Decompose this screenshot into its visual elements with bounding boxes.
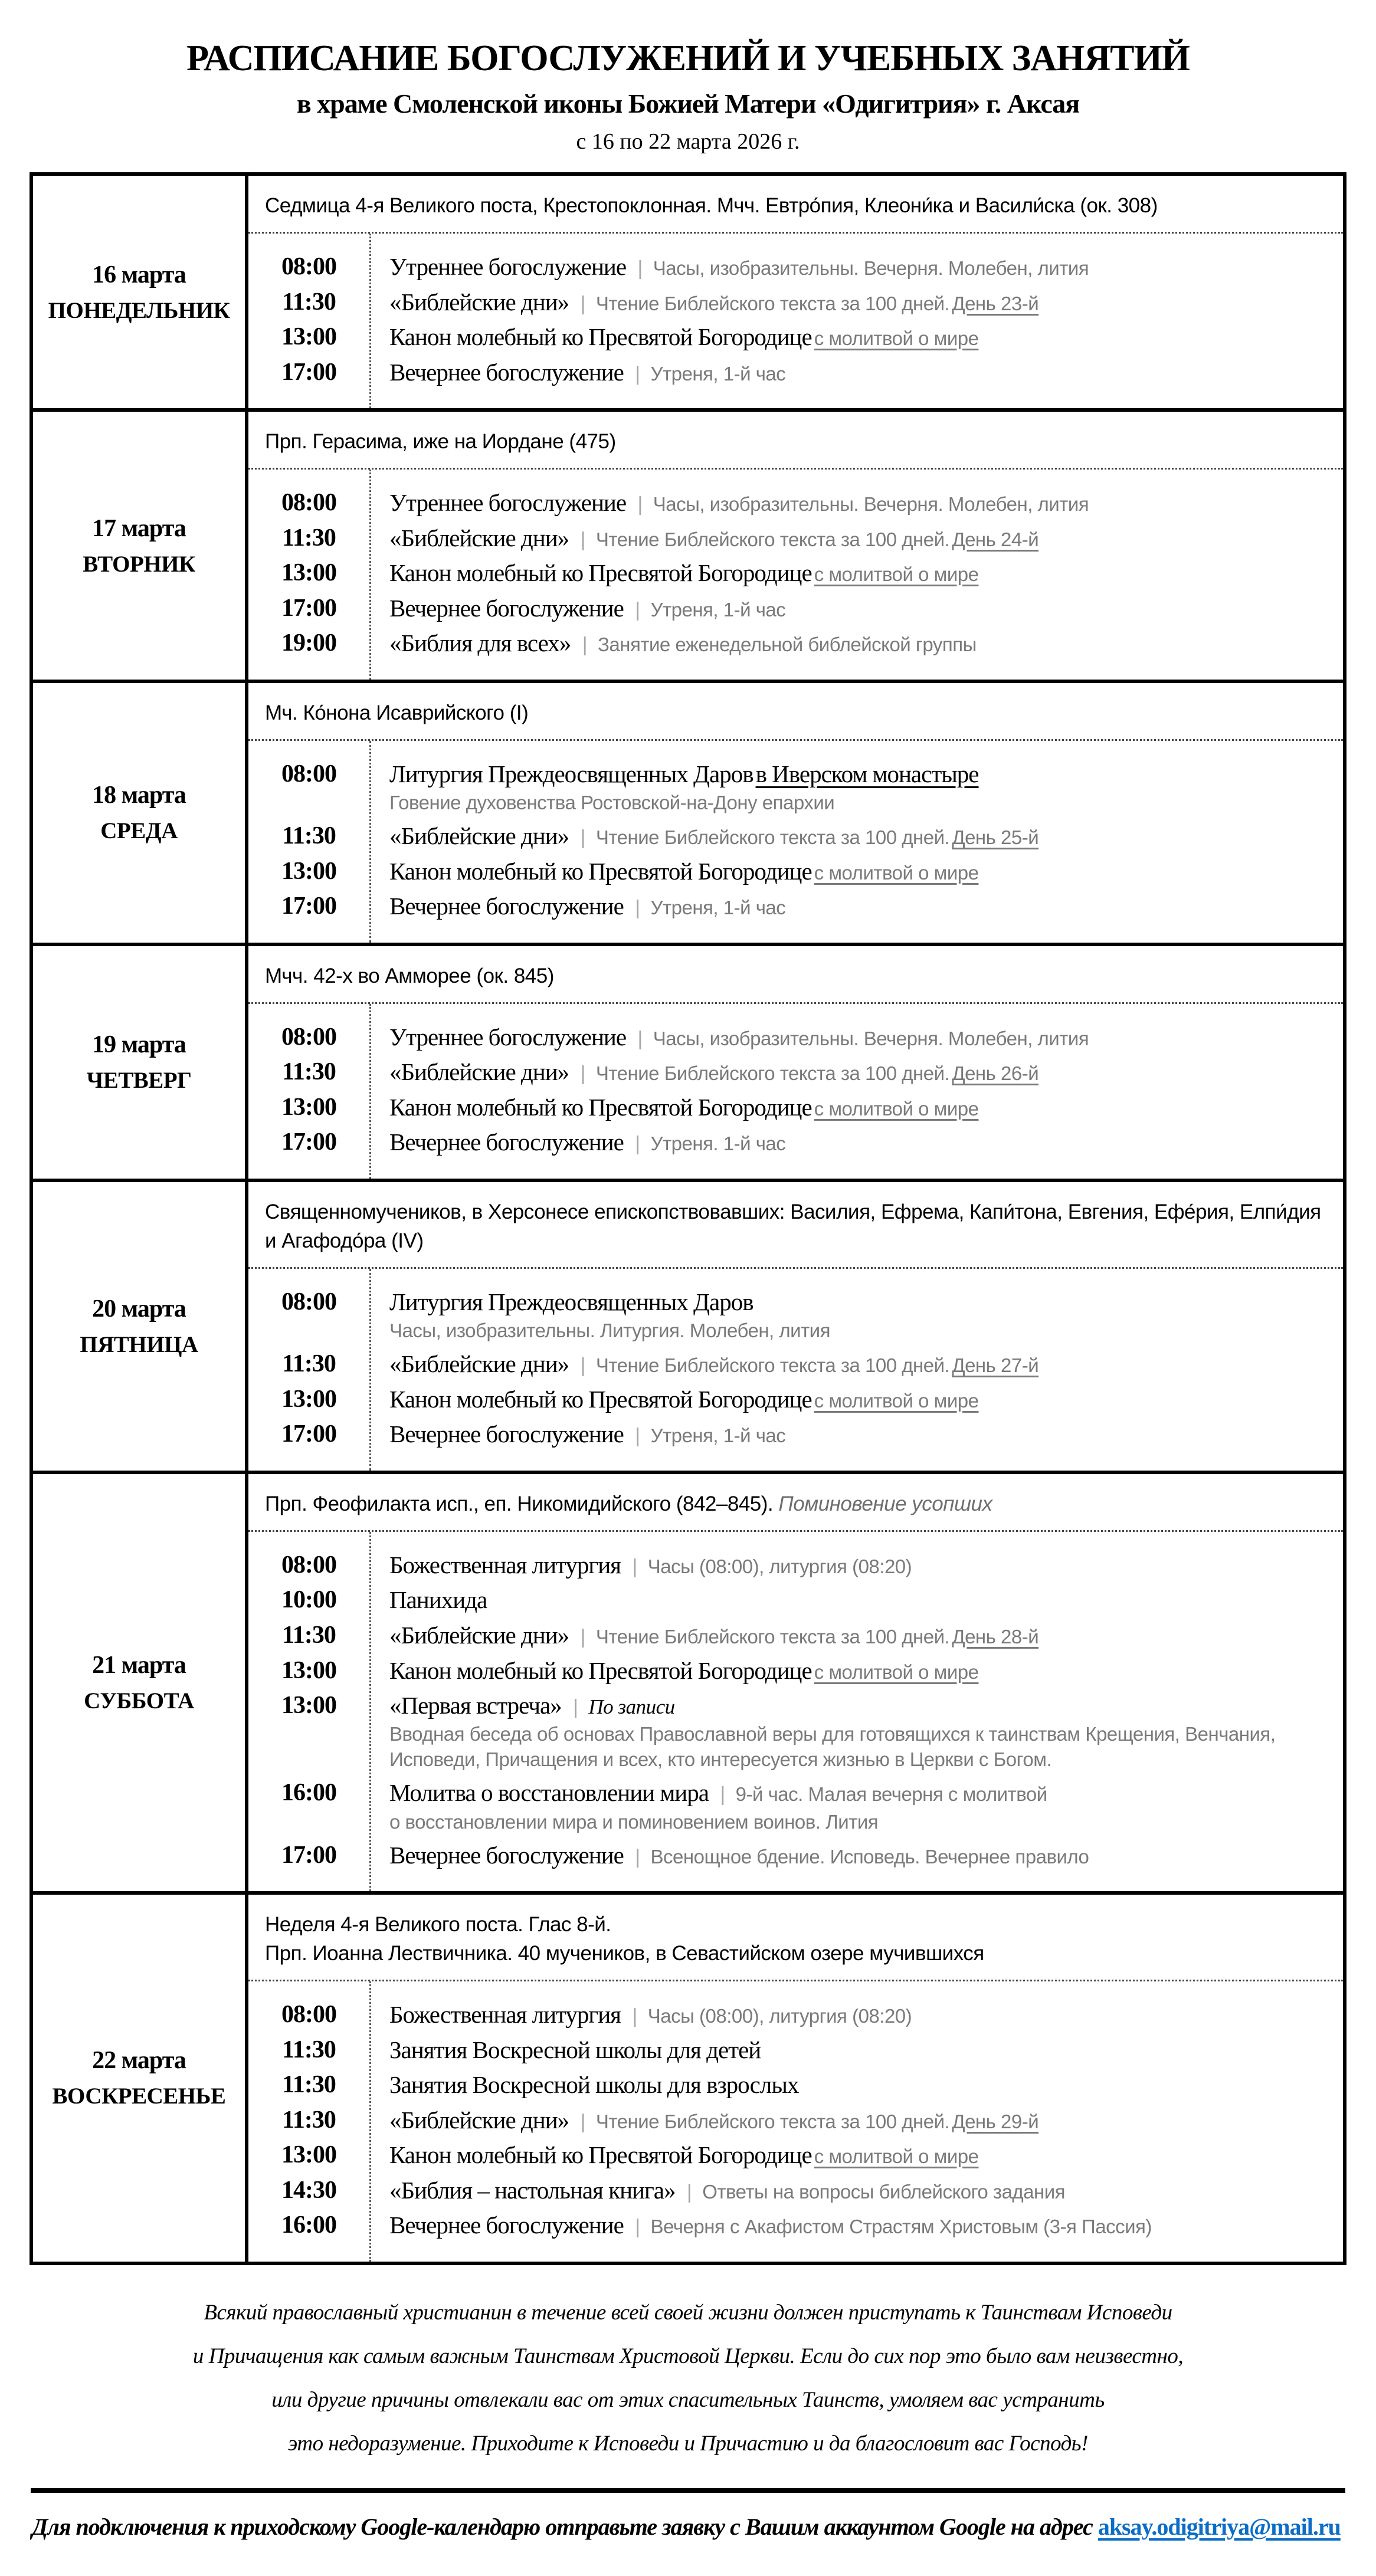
entry-desc — [369, 1656, 1343, 1685]
service-title: Литургия Преждеосвященных Даров — [389, 1288, 753, 1316]
service-title: Занятия Воскресной школы для взрослых — [389, 2071, 799, 2099]
entry-desc — [369, 1058, 1343, 1086]
service-detail: Часы, изобразительны. Вечерня. Молебен, лития — [653, 257, 1089, 279]
footer-note-line: или другие причины отвлекали вас от этих спасительных Таинств, умоляем вас устранить — [271, 2387, 1105, 2412]
schedule — [248, 1002, 1343, 1179]
service-title: Литургия Преждеосвященных Даров — [389, 760, 753, 787]
entry-desc — [369, 1023, 1343, 1051]
service-link[interactable]: с молитвой о мире — [814, 1661, 979, 1683]
feast-line: Прп. Иоанна Лествичника. 40 мучеников, в Севастийском озере мучившихся — [265, 1942, 984, 1965]
entry-line — [389, 2106, 1326, 2134]
service-title: Вечернее богослужение — [389, 892, 624, 920]
page-title: РАСПИСАНИЕ БОГОСЛУЖЕНИЙ И УЧЕБНЫХ ЗАНЯТИЙ — [186, 38, 1190, 78]
day-date: 20 марта — [92, 1295, 186, 1323]
entry-desc — [369, 1621, 1343, 1649]
entry-time: 08:00 — [281, 253, 336, 280]
service-detail: Чтение Библейского текста за 100 дней. — [595, 528, 950, 550]
feast-line: Мч. Ко́нона Исаврийского (I) — [265, 701, 529, 724]
entry-desc — [369, 594, 1343, 622]
entry-desc — [369, 1691, 1343, 1773]
day-weekday: СРЕДА — [100, 818, 178, 844]
pipe-separator: | — [632, 257, 648, 280]
entry-desc — [369, 2176, 1343, 2204]
entry-line — [389, 252, 1326, 281]
service-detail: Вечерня с Акафистом Страстям Христовым (3-я Пассия) — [650, 2216, 1152, 2238]
pipe-separator: | — [575, 292, 591, 315]
entry-line — [389, 1778, 1326, 1807]
entry-line — [389, 1058, 1326, 1086]
service-title: Вечернее богослужение — [389, 1841, 624, 1869]
service-link[interactable]: День 26-й — [952, 1062, 1039, 1085]
calendar-email-link[interactable]: aksay.odigitriya@mail.ru — [1097, 2513, 1341, 2540]
entry-line — [389, 1586, 1326, 1614]
schedule — [248, 468, 1343, 680]
service-title: «Библейские дни» — [389, 2106, 569, 2134]
entry-time: 16:00 — [281, 1779, 336, 1807]
entry-desc — [369, 857, 1343, 885]
service-detail: Занятие еженедельной библейской группы — [597, 634, 977, 656]
pipe-separator: | — [575, 826, 591, 849]
pipe-separator: | — [575, 528, 591, 551]
day-date: 19 марта — [92, 1031, 186, 1059]
day-content — [248, 176, 1343, 408]
entry-line — [389, 1621, 1326, 1649]
entry-desc — [369, 559, 1343, 587]
entry-desc — [369, 323, 1343, 351]
pipe-separator: | — [567, 1696, 584, 1719]
feast-line: Мчч. 42-х во Амморее (ок. 845) — [265, 964, 554, 987]
entry-time: 13:00 — [281, 857, 336, 885]
service-detail: Чтение Библейского текста за 100 дней. — [595, 292, 950, 314]
day-weekday: ВОСКРЕСЕНЬЕ — [52, 2083, 226, 2109]
service-title: Канон молебный ко Пресвятой Богородице — [389, 857, 812, 885]
service-title: «Библия – настольная книга» — [389, 2176, 676, 2204]
service-title: Вечернее богослужение — [389, 1128, 624, 1156]
service-title: Канон молебный ко Пресвятой Богородице — [389, 1656, 812, 1684]
entry-time: 17:00 — [281, 1420, 336, 1448]
entry-time: 11:30 — [282, 822, 336, 850]
entry-desc — [369, 1420, 1343, 1448]
pipe-separator: | — [629, 2216, 646, 2239]
service-title: Божественная литургия — [389, 2001, 621, 2029]
service-link[interactable]: с молитвой о мире — [814, 1389, 979, 1412]
feast-line: Прп. Феофилакта исп., еп. Никомидийского (842–845). Поминовение усопших — [265, 1492, 992, 1515]
service-detail: Чтение Библейского текста за 100 дней. — [595, 826, 950, 849]
service-title: «Библейские дни» — [389, 1622, 569, 1649]
day-cell — [33, 1895, 248, 2262]
day-content — [248, 1895, 1343, 2262]
pipe-separator: | — [576, 634, 593, 657]
service-title: Канон молебный ко Пресвятой Богородице — [389, 1093, 812, 1121]
feast-line: Прп. Герасима, иже на Иордане (475) — [265, 430, 616, 454]
entry-desc — [369, 1350, 1343, 1378]
entry-time: 08:00 — [281, 760, 336, 787]
service-title: Панихида — [389, 1586, 487, 1614]
calendar-subscribe-line — [32, 2513, 1344, 2541]
pipe-separator: | — [629, 598, 646, 621]
service-title: «Библия для всех» — [389, 629, 571, 657]
entry-desc — [369, 358, 1343, 386]
entry-desc — [369, 760, 1343, 816]
pipe-separator: | — [629, 1845, 646, 1868]
service-detail: Утреня, 1-й час — [650, 362, 786, 385]
entry-line — [389, 1420, 1326, 1448]
pipe-separator: | — [629, 1425, 646, 1448]
entry-desc — [369, 2036, 1343, 2064]
entry-line — [389, 1128, 1326, 1156]
service-title: Утреннее богослужение — [389, 489, 627, 517]
service-title: Канон молебный ко Пресвятой Богородице — [389, 323, 812, 351]
service-detail: Часы, изобразительны. Вечерня. Молебен, лития — [653, 1027, 1089, 1049]
service-title: Канон молебный ко Пресвятой Богородице — [389, 559, 812, 587]
service-detail: Всенощное бдение. Исповедь. Вечернее правило — [650, 1845, 1089, 1868]
pipe-separator: | — [575, 1062, 591, 1085]
schedule — [248, 1267, 1343, 1471]
service-link[interactable]: День 23-й — [952, 292, 1039, 314]
entry-time: 13:00 — [281, 1385, 336, 1413]
entry-time: 08:00 — [281, 1288, 336, 1316]
entry-line — [389, 1691, 1326, 1719]
day-row — [33, 1891, 1343, 2262]
service-title: Божественная литургия — [389, 1551, 621, 1579]
service-link[interactable]: День 24-й — [952, 528, 1039, 550]
service-subnote: Вводная беседа об основах Православной веры для готовящихся к таинствам Крещения, Венчания, Исповеди, Причащения и всех, кто интересуется жизнью в Церкви с Богом. — [389, 1723, 1276, 1771]
service-title: Канон молебный ко Пресвятой Богородице — [389, 1385, 812, 1413]
service-detail: Часы (08:00), литургия (08:20) — [647, 1555, 912, 1577]
entry-desc — [369, 488, 1343, 517]
service-detail: Ответы на вопросы библейского задания — [702, 2180, 1066, 2203]
service-link[interactable]: День 25-й — [952, 826, 1039, 849]
entry-desc — [369, 2211, 1343, 2239]
pipe-separator: | — [632, 1027, 648, 1050]
entry-line — [389, 358, 1326, 386]
day-content — [248, 1182, 1343, 1471]
entry-time: 13:00 — [281, 1692, 336, 1719]
entry-time: 11:30 — [282, 2071, 336, 2099]
service-link[interactable]: с молитвой о мире — [814, 2145, 979, 2168]
entry-time: 13:00 — [281, 323, 336, 351]
entry-desc — [369, 822, 1343, 850]
entry-time: 16:00 — [281, 2211, 336, 2239]
entry-desc — [369, 1288, 1343, 1344]
entry-line — [389, 629, 1326, 657]
pipe-separator: | — [681, 2180, 698, 2203]
service-title: «Библейские дни» — [389, 288, 569, 316]
entry-time: 11:30 — [282, 288, 336, 316]
day-date: 17 марта — [92, 514, 186, 542]
entry-desc — [369, 1551, 1343, 1579]
entry-desc — [369, 1128, 1343, 1156]
service-link[interactable]: с молитвой о мире — [814, 327, 979, 350]
entry-desc — [369, 2106, 1343, 2134]
entry-time: 11:30 — [282, 1058, 336, 1086]
entry-time: 13:00 — [281, 1656, 336, 1684]
footer-note-line: и Причащения как самым важным Таинствам Христовой Церкви. Если до сих пор это было вам неизвестно, — [192, 2344, 1184, 2368]
service-title: Канон молебный ко Пресвятой Богородице — [389, 2141, 812, 2169]
entry-line — [389, 323, 1326, 351]
entry-time: 11:30 — [282, 2106, 336, 2134]
entry-desc — [369, 1385, 1343, 1413]
service-detail: Утреня, 1-й час — [650, 598, 786, 621]
entry-time: 14:30 — [281, 2176, 336, 2204]
entry-line — [389, 2211, 1326, 2239]
service-detail: Утреня, 1-й час — [650, 1425, 786, 1447]
footer-note — [53, 2291, 1323, 2466]
service-detail: Утреня, 1-й час — [650, 897, 786, 919]
entry-time: 17:00 — [281, 1841, 336, 1869]
service-title: Молитва о восстановлении мира — [389, 1779, 709, 1807]
service-detail: Часы (08:00), литургия (08:20) — [647, 2005, 912, 2027]
day-content — [248, 1474, 1343, 1891]
entry-time: 11:30 — [282, 524, 336, 552]
entry-line — [389, 892, 1326, 920]
day-content — [248, 412, 1343, 680]
entry-line — [389, 1023, 1326, 1051]
entry-desc — [369, 2000, 1343, 2029]
entry-line — [389, 2000, 1326, 2029]
service-subnote: Говение духовенства Ростовской-на-Дону епархии — [389, 792, 835, 814]
feast-header — [248, 1182, 1343, 1267]
feast-note: Поминовение усопших — [778, 1492, 992, 1515]
pipe-separator: | — [627, 2005, 643, 2028]
day-cell — [33, 1182, 248, 1471]
day-content — [248, 946, 1343, 1179]
service-detail: Чтение Библейского текста за 100 дней. — [595, 1062, 950, 1085]
entry-line — [389, 857, 1326, 885]
service-link[interactable]: с молитвой о мире — [814, 1097, 979, 1120]
entry-line — [389, 1288, 1326, 1316]
service-link[interactable]: День 28-й — [952, 1626, 1039, 1648]
entry-desc — [369, 1586, 1343, 1614]
entry-line — [389, 760, 1326, 788]
entry-time: 13:00 — [281, 2141, 336, 2169]
entry-time: 17:00 — [281, 358, 336, 386]
service-title: «Библейские дни» — [389, 1350, 569, 1378]
entry-desc — [369, 1093, 1343, 1121]
entry-time: 08:00 — [281, 1023, 336, 1051]
feast-line: Священномучеников, в Херсонесе епископствовавших: Василия, Ефрема, Капи́тона, Евгения, Ефе́рия, Елпи́дия и Агафодо́ра (IV) — [265, 1200, 1321, 1253]
entry-line — [389, 1385, 1326, 1413]
pipe-separator: | — [629, 897, 646, 920]
day-cell — [33, 683, 248, 943]
pipe-separator: | — [714, 1783, 731, 1806]
pipe-separator: | — [575, 1626, 591, 1649]
service-detail: Утреня. 1-й час — [650, 1133, 786, 1155]
service-title: «Библейские дни» — [389, 822, 569, 850]
feast-header — [248, 946, 1343, 1002]
day-row — [33, 943, 1343, 1179]
service-detail-italic: По записи — [588, 1695, 675, 1719]
entry-line — [389, 2070, 1326, 2099]
day-date: 22 марта — [92, 2047, 186, 2075]
entry-desc — [369, 2070, 1343, 2099]
day-weekday: СУББОТА — [84, 1688, 194, 1714]
entry-desc — [369, 2141, 1343, 2169]
entry-desc — [369, 629, 1343, 657]
pipe-separator: | — [575, 1354, 591, 1377]
pipe-separator: | — [629, 1133, 646, 1156]
church-subtitle: в храме Смоленской иконы Божией Матери «Одигитрия» г. Аксая — [296, 88, 1080, 119]
entry-line — [389, 559, 1326, 587]
service-subnote: Часы, изобразительны. Литургия. Молебен, лития — [389, 1320, 830, 1342]
entry-time: 08:00 — [281, 1551, 336, 1579]
feast-header — [248, 1895, 1343, 1980]
service-detail: 9-й час. Малая вечерня с молитвой — [735, 1783, 1047, 1806]
entry-line — [389, 2176, 1326, 2204]
feast-header — [248, 412, 1343, 468]
feast-line: Седмица 4-я Великого поста, Крестопоклонная. Мчч. Евтро́пия, Клеони́ка и Васили́ска (ок. 308) — [265, 194, 1158, 217]
timetable — [30, 172, 1346, 2265]
entry-time: 19:00 — [281, 629, 336, 657]
entry-desc — [369, 1841, 1343, 1869]
feast-header — [248, 176, 1343, 232]
entry-time: 11:30 — [282, 2036, 336, 2063]
schedule — [248, 1530, 1343, 1891]
service-title: Занятия Воскресной школы для детей — [389, 2036, 761, 2063]
entry-desc — [369, 524, 1343, 552]
day-row — [33, 1471, 1343, 1891]
service-detail: Часы, изобразительны. Вечерня. Молебен, лития — [653, 493, 1089, 516]
schedule — [248, 232, 1343, 408]
entry-desc — [369, 252, 1343, 281]
entry-desc — [369, 288, 1343, 316]
footer-divider — [31, 2488, 1345, 2493]
pipe-separator: | — [629, 362, 646, 385]
day-date: 21 марта — [92, 1652, 186, 1679]
entry-time: 08:00 — [281, 489, 336, 517]
day-row — [33, 408, 1343, 680]
service-title: «Библейские дни» — [389, 1058, 569, 1086]
service-link[interactable]: с молитвой о мире — [814, 563, 979, 586]
service-detail: Чтение Библейского текста за 100 дней. — [595, 2110, 950, 2132]
entry-time: 11:30 — [282, 1350, 336, 1378]
day-weekday: ПЯТНИЦА — [80, 1331, 198, 1357]
day-cell — [33, 946, 248, 1179]
date-range: с 16 по 22 марта 2026 г. — [576, 129, 800, 154]
entry-line — [389, 1656, 1326, 1685]
service-title: Утреннее богослужение — [389, 253, 627, 280]
schedule — [248, 1980, 1343, 2262]
service-title: «Первая встреча» — [389, 1692, 562, 1719]
service-subnote: о восстановлении мира и поминовением воинов. Лития — [389, 1810, 879, 1833]
service-title: Вечернее богослужение — [389, 1420, 624, 1448]
service-title: «Библейские дни» — [389, 524, 569, 552]
feast-header — [248, 1474, 1343, 1530]
day-cell — [33, 176, 248, 408]
entry-time: 10:00 — [281, 1586, 336, 1614]
service-title-link[interactable]: в Иверском монастыре — [755, 760, 979, 787]
entry-time: 13:00 — [281, 1093, 336, 1121]
service-title: Вечернее богослужение — [389, 2211, 624, 2239]
day-row — [33, 1179, 1343, 1471]
calendar-subscribe-text: Для подключения к приходскому Google-календарю отправьте заявку с Вашим аккаунтом Google на адрес — [32, 2513, 1093, 2540]
entry-line — [389, 2036, 1326, 2064]
entry-line — [389, 2141, 1326, 2169]
entry-line — [389, 1551, 1326, 1579]
entry-desc — [369, 1778, 1343, 1835]
day-weekday: ПОНЕДЕЛЬНИК — [48, 297, 230, 323]
entry-time: 17:00 — [281, 594, 336, 622]
entry-line — [389, 1841, 1326, 1869]
footer-note-line: это недоразумение. Приходите к Исповеди и Причастию и да благословит вас Господь! — [288, 2431, 1088, 2456]
service-link[interactable]: с молитвой о мире — [814, 861, 979, 884]
footer-note-line: Всякий православный христианин в течение всей своей жизни должен приступать к Таинствам Исповеди — [204, 2300, 1172, 2325]
entry-line — [389, 524, 1326, 552]
entry-line — [389, 594, 1326, 622]
entry-line — [389, 288, 1326, 316]
feast-header — [248, 683, 1343, 739]
day-weekday: ВТОРНИК — [83, 551, 195, 577]
service-detail: Чтение Библейского текста за 100 дней. — [595, 1626, 950, 1648]
service-link[interactable]: День 27-й — [952, 1354, 1039, 1377]
entry-desc — [369, 892, 1343, 920]
entry-line — [389, 1350, 1326, 1378]
pipe-separator: | — [627, 1555, 643, 1578]
pipe-separator: | — [575, 2110, 591, 2133]
entry-time: 17:00 — [281, 1128, 336, 1156]
day-date: 18 марта — [92, 782, 186, 809]
feast-line: Неделя 4-я Великого поста. Глас 8-й. — [265, 1913, 611, 1937]
day-cell — [33, 1474, 248, 1891]
day-row — [33, 176, 1343, 408]
service-link[interactable]: День 29-й — [952, 2110, 1039, 2132]
entry-line — [389, 1093, 1326, 1121]
entry-line — [389, 822, 1326, 850]
day-content — [248, 683, 1343, 943]
entry-line — [389, 488, 1326, 517]
entry-time: 13:00 — [281, 559, 336, 587]
day-weekday: ЧЕТВЕРГ — [86, 1068, 192, 1094]
entry-time: 17:00 — [281, 892, 336, 920]
service-title: Вечернее богослужение — [389, 594, 624, 622]
service-detail: Чтение Библейского текста за 100 дней. — [595, 1354, 950, 1377]
day-cell — [33, 412, 248, 680]
day-row — [33, 680, 1343, 943]
day-date: 16 марта — [92, 261, 186, 288]
service-title: Утреннее богослужение — [389, 1023, 627, 1051]
service-title: Вечернее богослужение — [389, 358, 624, 386]
schedule — [248, 739, 1343, 943]
pipe-separator: | — [632, 493, 648, 516]
entry-time: 11:30 — [282, 1622, 336, 1649]
entry-time: 08:00 — [281, 2001, 336, 2029]
